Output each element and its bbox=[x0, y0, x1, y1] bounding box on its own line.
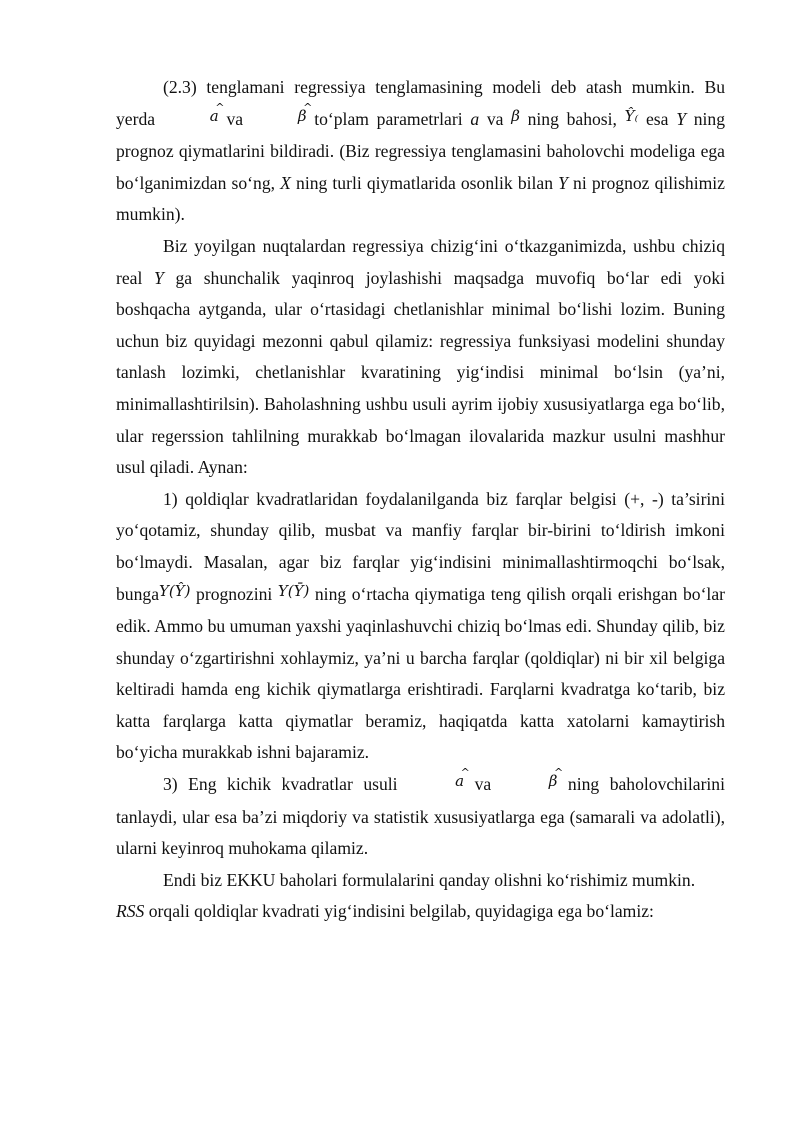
paragraph-1: (2.3) tenglamani regressiya tenglamasining modeli deb atash mumkin. Bu yerda ^ a va ^ β to‘plam parametrlari a va β ning bahosi, Ŷ₍ esa Y ning prognoz qiymatlarini bildiradi. (Biz regressiya tenglamasini baholovchi modeliga ega bo‘lganimizdan so‘ng, X ning turli qiymatlarida osonlik bilan Y ni prognoz qilishimiz mumkin). bbox=[116, 72, 725, 231]
rss-term: RSS bbox=[116, 901, 145, 922]
beta-hat-symbol: ^ β bbox=[251, 101, 307, 133]
paragraph-3: 1) qoldiqlar kvadratlaridan foydalanilganda biz farqlar belgisi (+, -) ta’sirini yo‘qotamiz, shunday qilib, musbat va manfiy farqlar bir-birini to‘ldirish imkoni bo‘lmaydi. Masalan, agar biz farqlar yig‘indisini minimallashtirmoqchi bo‘lsak, bungaY(Ŷ) prognozini Y(Ȳ) ning o‘rtacha qiymatiga teng qilish orqali erishgan bo‘lar edik. Ammo bu umuman yaxshi yaqinlashuvchi chiziq bo‘lmas edi. Shunday qilib, biz shunday o‘zgartirishni xohlaymiz, ya’ni u barcha farqlar (qoldiqlar) ni bir xil belgiga keltiradi hamda eng kichik qiymatlarga erishtiradi. Farqlarni kvadratga ko‘tarib, biz katta farqlarga katta qiymatlar beramiz, haqiqatda katta xatolarni kamaytirish bo‘yicha murakkab ishni bajaramiz. bbox=[116, 488, 725, 763]
paragraph-6: RSS orqali qoldiqlar kvadrati yig‘indisini belgilab, quyidagiga ega bo‘lamiz: bbox=[116, 901, 654, 922]
a-hat-symbol: ^ a bbox=[163, 101, 219, 133]
y-var-2: Y bbox=[558, 172, 568, 193]
x-var: X bbox=[280, 172, 291, 193]
beta-hat-symbol-2: ^ β bbox=[502, 766, 558, 798]
paragraph-5: Endi biz EKKU baholari formulalarini qanday olishni ko‘rishimiz mumkin. bbox=[163, 869, 696, 890]
y-var: Y bbox=[676, 108, 686, 129]
a-param: a bbox=[470, 108, 480, 129]
y-of-yhat-symbol: Y(Ŷ) bbox=[159, 581, 191, 600]
a-hat-symbol-2: ^ a bbox=[408, 766, 464, 798]
paragraph-2: Biz yoyilgan nuqtalardan regressiya chizig‘ini o‘tkazganimizda, ushbu chiziq real Y ga shunchalik yaqinroq joylashishi maqsadga muvofiq bo‘lar edi yoki boshqacha aytganda, ular o‘rtasidagi chetlanishlar minimal bo‘lishi lozim. Buning uchun biz quyidagi mezonni qabul qilamiz: regressiya funksiyasi modelini shunday tanlash lozimki, chetlanishlar kvaratining yig‘indisi minimal bo‘lsin (ya’ni, minimallashtirilsin). Baholashning ushbu usuli ayrim ijobiy xususiyatlarga ega bo‘lib, ular regerssion tahlilning murakkab bo‘lmagan ilovalarida mazkur usulni mashhur usul qiladi. Aynan: bbox=[116, 235, 725, 478]
document-page bbox=[116, 72, 725, 928]
y-hat-sub-symbol: Ŷ₍ bbox=[624, 106, 639, 125]
beta-param: β bbox=[511, 106, 520, 125]
y-of-ybar-symbol: Y(Ȳ) bbox=[277, 581, 310, 600]
paragraph-4: 3) Eng kichik kvadratlar usuli ^ a va ^ β ning baholovchilarini tanlaydi, ular esa ba’zi miqdoriy va statistik xususiyatlarga ega (samarali va adolatli), ularni keyinroq muhokama qilamiz. bbox=[116, 769, 725, 865]
y-var-3: Y bbox=[154, 267, 164, 288]
